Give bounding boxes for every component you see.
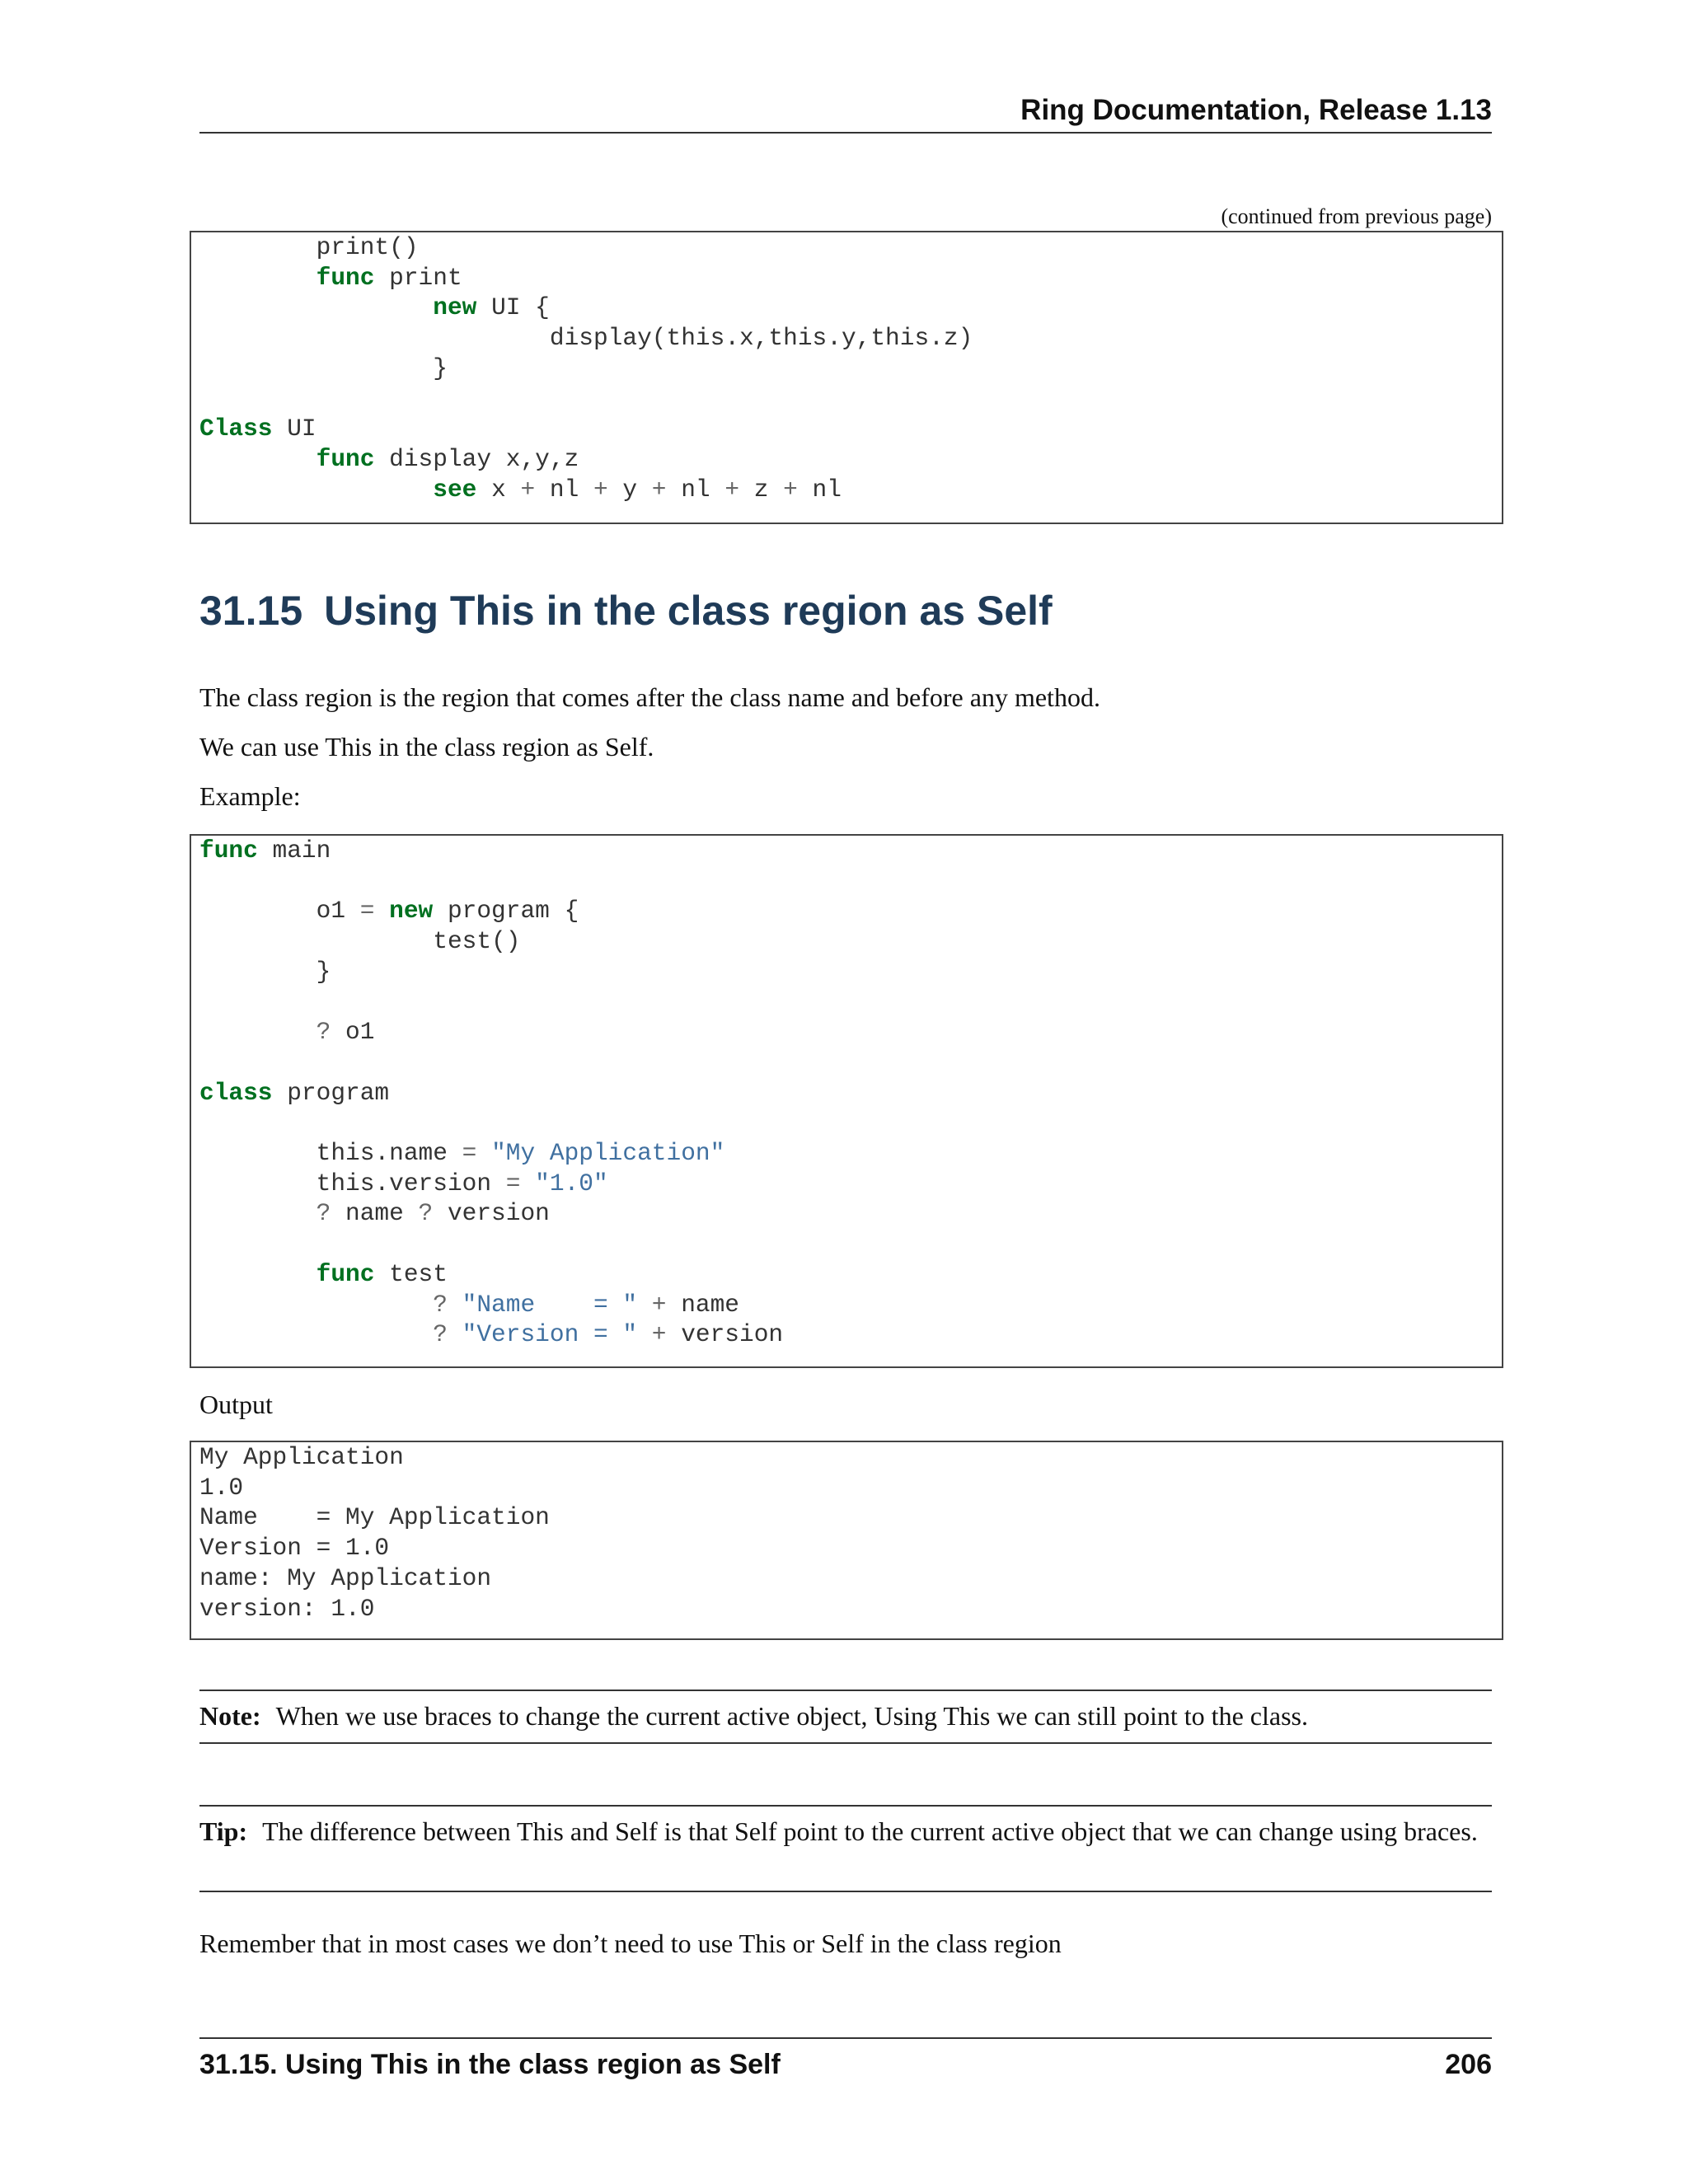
output-label: Output xyxy=(199,1390,273,1419)
paragraph-this-as-self: We can use This in the class region as Self. xyxy=(199,732,654,762)
section-heading xyxy=(199,587,1053,635)
closing-paragraph: Remember that in most cases we don’t need to use This or Self in the class region xyxy=(199,1929,1062,1958)
code-block-2-text: func main o1 = new program { test() } ? o1 class program this.name = "My Application" this.version = "1.0" ? name ? version func test ? "Name = " + name ? "Version = " + version xyxy=(199,837,784,1349)
page-footer xyxy=(199,2037,1492,2088)
paragraph-class-region: The class region is the region that comes after the class name and before any method. xyxy=(199,682,1100,712)
code-block-example xyxy=(190,834,1503,1368)
output-block-text: My Application 1.0 Name = My Application Version = 1.0 name: My Application version: 1.0 xyxy=(199,1443,550,1623)
page-header xyxy=(199,92,1492,134)
note-admonition xyxy=(199,1690,1492,1744)
note-label: Note: xyxy=(199,1701,261,1731)
tip-admonition xyxy=(199,1805,1492,1892)
page-number: 206 xyxy=(1445,2049,1492,2080)
tip-text: The difference between This and Self is that Self point to the current active object that we can change using braces. xyxy=(262,1816,1478,1846)
example-label: Example: xyxy=(199,781,301,811)
footer-section-title: 31.15. Using This in the class region as Self xyxy=(199,2049,781,2080)
section-title: Using This in the class region as Self xyxy=(324,588,1053,634)
section-number: 31.15 xyxy=(199,588,303,634)
code-block-continued xyxy=(190,231,1503,524)
tip-label: Tip: xyxy=(199,1816,248,1846)
note-text: When we use braces to change the current active object, Using This we can still point to the class. xyxy=(275,1701,1308,1731)
output-block xyxy=(190,1441,1503,1640)
header-title: Ring Documentation, Release 1.13 xyxy=(1020,94,1492,126)
continued-note: (continued from previous page) xyxy=(1221,204,1492,228)
code-block-1-text: print() func print new UI { display(this.x,this.y,this.z) } Class UI func display x,y,z see x + nl + y + nl + z + nl xyxy=(199,233,973,504)
